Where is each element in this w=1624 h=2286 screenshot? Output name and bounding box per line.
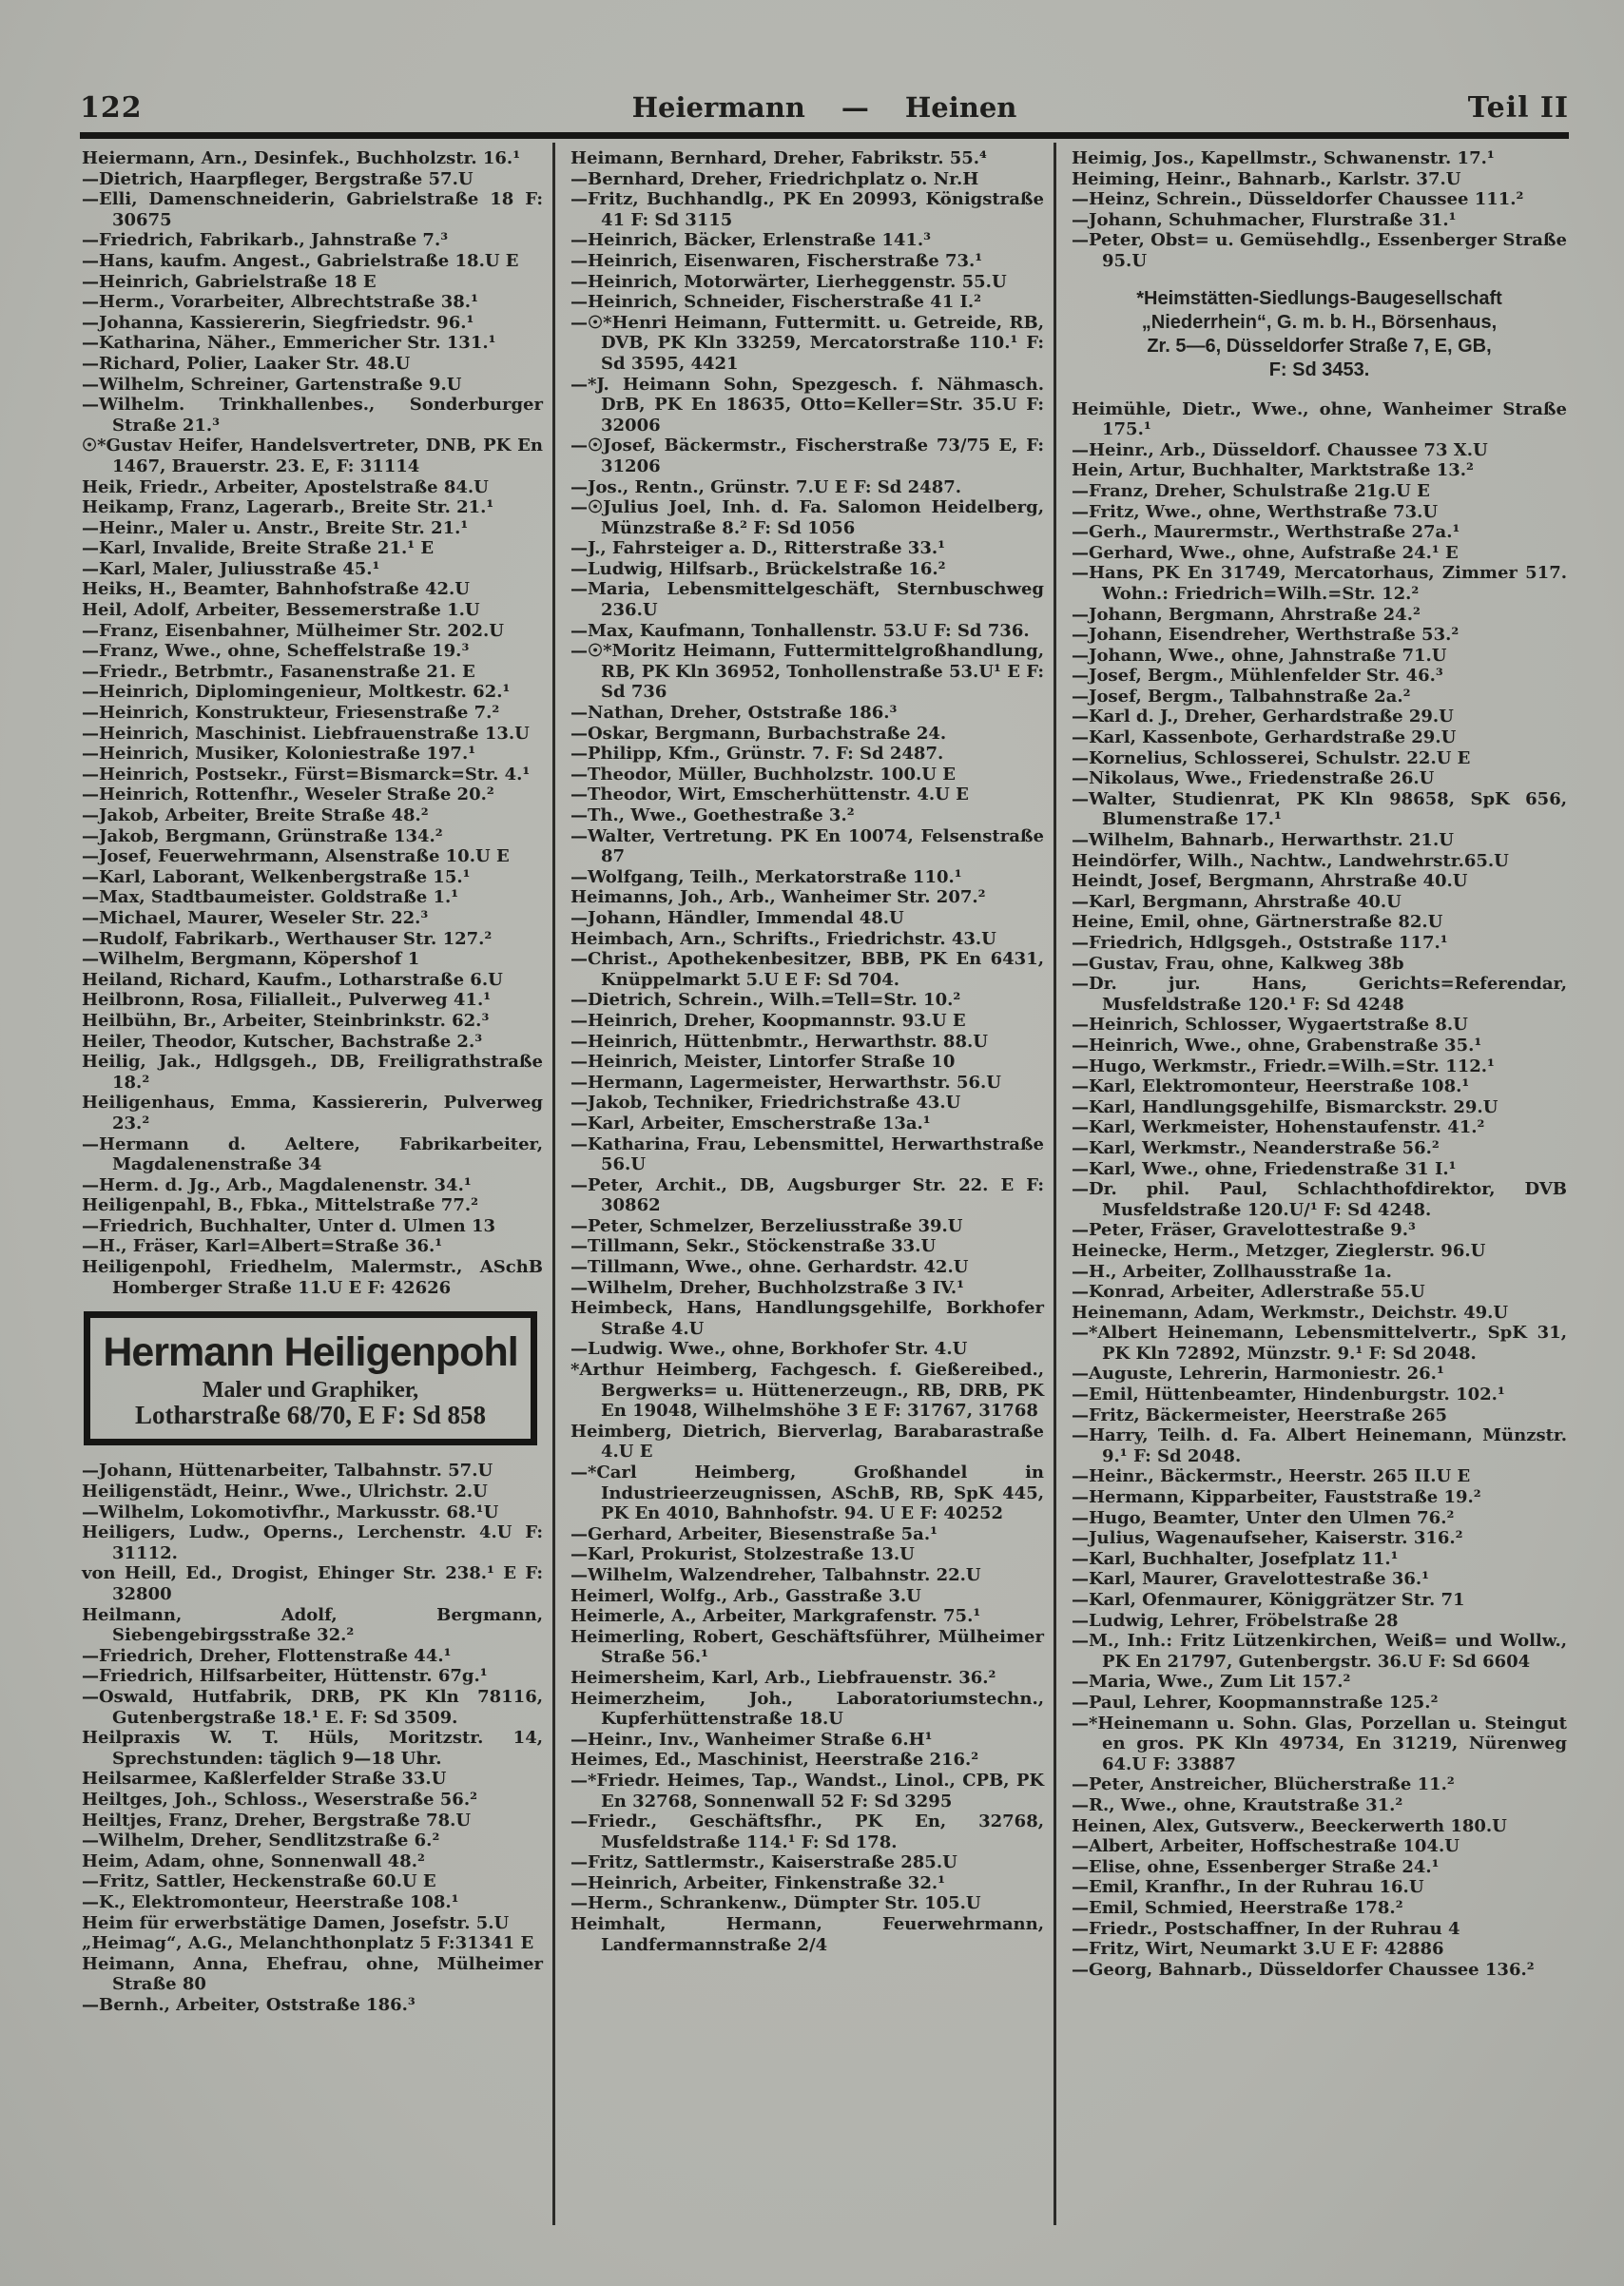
directory-entry: —Tillmann, Wwe., ohne. Gerhardstr. 42.U [570, 1257, 969, 1278]
directory-entry: Heilbühn, Br., Arbeiter, Steinbrinkstr. 62.³ [82, 1010, 490, 1031]
directory-entry: Heimerle, A., Arbeiter, Markgrafenstr. 75.¹ [570, 1606, 981, 1627]
directory-entry: Heimersheim, Karl, Arb., Liebfrauenstr. 36.² [570, 1667, 996, 1688]
directory-entry: —*Friedr. Heimes, Tap., Wandst., Linol., CPB, PK En 32768, Sonnenwall 52 F: Sd 3295 [570, 1770, 1044, 1811]
directory-entry: —Rudolf, Fabrikarb., Werthauser Str. 127.² [82, 928, 493, 949]
directory-entry: —Heinr., Maler u. Anstr., Breite Str. 21.¹ [82, 517, 469, 538]
directory-entry: ☉*Gustav Heifer, Handelsvertreter, DNB, PK En 1467, Brauerstr. 23. E, F: 31114 [82, 436, 543, 476]
directory-entry: —Karl, Werkmstr., Neanderstraße 56.² [1072, 1137, 1440, 1158]
directory-entry: —Hugo, Beamter, Unter den Ulmen 76.² [1072, 1507, 1455, 1528]
directory-entry: Heimberg, Dietrich, Bierverlag, Barabarastraße 4.U E [570, 1421, 1044, 1463]
directory-entry: —Gerhard, Wwe., ohne, Aufstraße 24.¹ E [1072, 542, 1459, 563]
directory-entry: Heilpraxis W. T. Hüls, Moritzstr. 14, Sprechstunden: täglich 9—18 Uhr. [82, 1728, 543, 1769]
directory-entry: —Hugo, Werkmstr., Friedr.=Wilh.=Str. 112.¹ [1072, 1056, 1495, 1076]
directory-entry: —Heinrich, Postsekr., Fürst=Bismarck=Str. 4.¹ [82, 764, 531, 785]
directory-entry: —Heinrich, Konstrukteur, Friesenstraße 7.² [82, 703, 500, 724]
directory-entry: —Theodor, Müller, Buchholzstr. 100.U E [570, 764, 956, 785]
directory-entry: —Peter, Anstreicher, Blücherstraße 11.² [1072, 1774, 1455, 1795]
directory-entry: —Nikolaus, Wwe., Friedenstraße 26.U [1072, 768, 1435, 789]
directory-entry: —Georg, Bahnarb., Düsseldorfer Chaussee 136.² [1072, 1959, 1535, 1980]
directory-entry: —Fritz, Wirt, Neumarkt 3.U E F: 42886 [1072, 1939, 1444, 1960]
directory-entry: —K., Elektromonteur, Heerstraße 108.¹ [82, 1891, 459, 1912]
middle-entries [570, 148, 1044, 1955]
directory-entry: —Franz, Dreher, Schulstraße 21g.U E [1072, 480, 1430, 501]
directory-entry: —Johanna, Kassiererin, Siegfriedstr. 96.¹ [82, 312, 474, 333]
directory-entry: —Michael, Maurer, Weseler Str. 22.³ [82, 907, 429, 928]
directory-entry: —Johann, Händler, Immendal 48.U [570, 907, 904, 928]
directory-entry: —Johann, Hüttenarbeiter, Talbahnstr. 57.U [82, 1461, 493, 1482]
directory-entry: —Katharina, Frau, Lebensmittel, Herwarthstraße 56.U [570, 1133, 1044, 1175]
directory-entry: Heilmann, Adolf, Bergmann, Siebengebirgsstraße 32.² [82, 1604, 543, 1646]
directory-entry: —Heinrich, Motorwärter, Lierheggenstr. 55.U [570, 271, 1007, 292]
directory-entry: —*Carl Heimberg, Großhandel in Industrieerzeugnissen, ASchB, RB, SpK 445, PK En 4010, Bahnhofstr. 94. U E F: 40252 [570, 1463, 1044, 1524]
directory-entry: Heik, Friedr., Arbeiter, Apostelstraße 84.U [82, 476, 489, 497]
directory-entry: —Herm. d. Jg., Arb., Magdalenenstr. 34.¹ [82, 1174, 472, 1195]
page-header [80, 91, 1569, 125]
directory-entry: —Nathan, Dreher, Oststraße 186.³ [570, 703, 898, 724]
directory-entry: —Ludwig. Wwe., ohne, Borkhofer Str. 4.U [570, 1339, 968, 1360]
directory-entry: Heil, Adolf, Arbeiter, Bessemerstraße 1.U [82, 600, 480, 621]
directory-entry: —Karl, Kassenbote, Gerhardstraße 29.U [1072, 727, 1457, 748]
directory-entry: —Gerhard, Arbeiter, Biesenstraße 5a.¹ [570, 1523, 938, 1544]
directory-entry: —Wolfgang, Teilh., Merkatorstraße 110.¹ [570, 866, 962, 887]
directory-entry: —Oskar, Bergmann, Burbachstraße 24. [570, 723, 947, 744]
directory-entry: Heiland, Richard, Kaufm., Lotharstraße 6.U [82, 969, 503, 990]
directory-entry: Heikamp, Franz, Lagerarb., Breite Str. 21.¹ [82, 497, 494, 518]
header-rule [80, 132, 1569, 139]
directory-entry: —Josef, Bergm., Mühlenfelder Str. 46.³ [1072, 666, 1443, 687]
directory-entry: —Heinrich, Diplomingenieur, Moltkestr. 62.¹ [82, 682, 511, 703]
directory-entry: Heimig, Jos., Kapellmstr., Schwanenstr. 17.¹ [1072, 148, 1495, 168]
directory-entry: —Franz, Eisenbahner, Mülheimer Str. 202.U [82, 620, 504, 641]
directory-entry: —Karl, Wwe., ohne, Friedenstraße 31 I.¹ [1072, 1158, 1457, 1179]
directory-entry: —Josef, Bergm., Talbahnstraße 2a.² [1072, 686, 1411, 707]
directory-entry: —Heinr., Bäckermstr., Heerstr. 265 II.U E [1072, 1466, 1471, 1487]
directory-entry: Heimerl, Wolfg., Arb., Gasstraße 3.U [570, 1585, 921, 1606]
directory-entry: —Wilhelm, Lokomotivfhr., Markusstr. 68.¹U [82, 1501, 499, 1522]
right-entries-bottom [1072, 399, 1567, 1981]
directory-entry: —Karl, Handlungsgehilfe, Bismarckstr. 29.U [1072, 1096, 1498, 1117]
directory-entry: —Heinrich, Bäcker, Erlenstraße 141.³ [570, 230, 932, 251]
directory-entry: —Fritz, Buchhandlg., PK En 20993, Königstraße 41 F: Sd 3115 [570, 189, 1044, 230]
directory-entry: —Heinrich, Maschinist. Liebfrauenstraße 13.U [82, 723, 530, 744]
directory-entry: —Johann, Schuhmacher, Flurstraße 31.¹ [1072, 209, 1457, 230]
directory-entry: —Wilhelm, Dreher, Sendlitzstraße 6.² [82, 1831, 440, 1851]
directory-entry: —Fritz, Sattler, Heckenstraße 60.U E [82, 1871, 436, 1892]
directory-entry: —Jakob, Bergmann, Grünstraße 134.² [82, 825, 443, 846]
directory-entry: —Jakob, Techniker, Friedrichstraße 43.U [570, 1093, 961, 1114]
directory-entry: —Friedr., Geschäftsfhr., PK En, 32768, Musfeldstraße 114.¹ F: Sd 178. [570, 1811, 1044, 1852]
directory-entry: —Wilhelm, Bergmann, Köpershof 1 [82, 949, 420, 970]
directory-entry: —Johann, Wwe., ohne, Jahnstraße 71.U [1072, 645, 1447, 666]
directory-entry: —Friedr., Betrbmtr., Fasanenstraße 21. E [82, 661, 475, 682]
directory-entry: —Karl, Maurer, Gravelottestraße 36.¹ [1072, 1569, 1430, 1590]
directory-entry: „Heimag“, A.G., Melanchthonplatz 5 F:31341 E [82, 1933, 534, 1954]
directory-entry: —Fritz, Sattlermstr., Kaiserstraße 285.U [570, 1852, 957, 1873]
directory-entry: —Heinr., Arb., Düsseldorf. Chaussee 73 X.U [1072, 439, 1488, 460]
directory-entry: —Wilhelm, Bahnarb., Herwarthstr. 21.U [1072, 830, 1454, 851]
directory-entry: Heimanns, Joh., Arb., Wanheimer Str. 207.² [570, 887, 986, 908]
directory-entry: —Dr. jur. Hans, Gerichts=Referendar, Musfeldstraße 120.¹ F: Sd 4248 [1072, 974, 1567, 1015]
directory-entry: —Walter, Studienrat, PK Kln 98658, SpK 656, Blumenstraße 17.¹ [1072, 788, 1567, 830]
directory-entry: Heimerling, Robert, Geschäftsführer, Mülheimer Straße 56.¹ [570, 1626, 1044, 1668]
right-entries-top [1072, 148, 1567, 272]
directory-entry: Heimann, Bernhard, Dreher, Fabrikstr. 55.⁴ [570, 148, 987, 168]
directory-entry: —Karl, Arbeiter, Emscherstraße 13a.¹ [570, 1113, 931, 1133]
directory-entry: —Hermann, Kipparbeiter, Fauststraße 19.² [1072, 1487, 1481, 1508]
directory-entry: —Bernhard, Dreher, Friedrichplatz o. Nr.H [570, 168, 979, 189]
directory-entry: Heiks, H., Beamter, Bahnhofstraße 42.U [82, 579, 470, 600]
directory-entry: —Ludwig, Lehrer, Fröbelstraße 28 [1072, 1610, 1399, 1631]
directory-entry: —Heinz, Schrein., Düsseldorfer Chaussee 111.² [1072, 189, 1524, 210]
directory-entry: von Heill, Ed., Drogist, Ehinger Str. 238.¹ E F: 32800 [82, 1563, 543, 1604]
column-middle [552, 143, 1054, 2225]
directory-entry: Heindörfer, Wilh., Nachtw., Landwehrstr.65.U [1072, 850, 1509, 871]
directory-entry: —Karl, Werkmeister, Hohenstaufenstr. 41.² [1072, 1117, 1485, 1138]
directory-entry: —Karl, Laborant, Welkenbergstraße 15.¹ [82, 866, 471, 887]
page-number: 122 [80, 91, 143, 125]
directory-entry: —Franz, Wwe., ohne, Scheffelstraße 19.³ [82, 641, 470, 662]
directory-entry: —M., Inh.: Fritz Lützenkirchen, Weiß= und Wollw., PK En 21797, Gutenbergstr. 36.U F: Sd 6604 [1072, 1631, 1567, 1672]
directory-entry: —Wilhelm, Schreiner, Gartenstraße 9.U [82, 374, 462, 395]
directory-entry: Heilbronn, Rosa, Filialleit., Pulverweg 41.¹ [82, 990, 492, 1011]
directory-entry: Heiming, Heinr., Bahnarb., Karlstr. 37.U [1072, 168, 1461, 189]
directory-entry: —Elli, Damenschneiderin, Gabrielstraße 18 F: 30675 [82, 189, 543, 230]
directory-entry: —Emil, Schmied, Heerstraße 178.² [1072, 1897, 1403, 1918]
directory-entry: —Karl, Buchhalter, Josefplatz 11.¹ [1072, 1548, 1399, 1569]
running-title-last: Heinen [904, 91, 1017, 124]
directory-entry: —Emil, Kranfhr., In der Ruhrau 16.U [1072, 1877, 1424, 1898]
running-title [318, 91, 1331, 124]
directory-entry: —Jos., Rentn., Grünstr. 7.U E F: Sd 2487. [570, 476, 962, 497]
directory-entry: —☉Josef, Bäckermstr., Fischerstraße 73/75 E, F: 31206 [570, 436, 1044, 476]
column-left [80, 143, 552, 2225]
ad-subtitle: Maler und Graphiker, [202, 1378, 419, 1404]
directory-entry: Heiligenstädt, Heinr., Wwe., Ulrichstr. 2.U [82, 1482, 488, 1502]
column-right [1054, 143, 1569, 2225]
directory-entry: —Karl, Maler, Juliusstraße 45.¹ [82, 558, 380, 579]
directory-entry: —Katharina, Näher., Emmericher Str. 131.¹ [82, 333, 496, 354]
directory-entry: —Wilhelm, Walzendreher, Talbahnstr. 22.U [570, 1564, 981, 1585]
directory-entry: —*Albert Heinemann, Lebensmittelvertr., SpK 31, PK Kln 72892, Münzstr. 9.¹ F: Sd 2048. [1072, 1323, 1567, 1364]
directory-entry: —*J. Heimann Sohn, Spezgesch. f. Nähmasch. DrB, PK En 18635, Otto=Keller=Str. 35.U F: 32006 [570, 374, 1044, 436]
directory-entry: Heindt, Josef, Bergmann, Ahrstraße 40.U [1072, 871, 1468, 892]
directory-entry: Heiligenpohl, Friedhelm, Malermstr., ASchB Homberger Straße 11.U E F: 42626 [82, 1257, 543, 1298]
ad-title: Hermann Heiligenpohl [103, 1329, 518, 1376]
company-block-line: „Niederrhein“, G. m. b. H., Börsenhaus, [1141, 311, 1498, 333]
directory-entry: Heiltjes, Franz, Dreher, Bergstraße 78.U [82, 1810, 472, 1831]
advertisement-box [84, 1311, 537, 1445]
directory-entry: Heilsarmee, Kaßlerfelder Straße 33.U [82, 1769, 447, 1790]
directory-entry: —H., Arbeiter, Zollhausstraße 1a. [1072, 1261, 1392, 1282]
directory-entry: —Heinrich, Dreher, Koopmannstr. 93.U E [570, 1010, 966, 1031]
running-title-separator: — [841, 91, 869, 124]
directory-entry: —Heinrich, Meister, Lintorfer Straße 10 [570, 1052, 956, 1073]
directory-entry: —Albert, Arbeiter, Hoffschestraße 104.U [1072, 1836, 1460, 1857]
directory-entry: —Max, Stadtbaumeister. Goldstraße 1.¹ [82, 887, 459, 908]
directory-entry: —Heinrich, Rottenfhr., Weseler Straße 20.² [82, 785, 494, 805]
directory-entry: —☉*Henri Heimann, Futtermitt. u. Getreide, RB, DVB, PK Kln 33259, Mercatorstraße 110.¹ F: Sd 3595, 4421 [570, 312, 1044, 374]
directory-entry: Heimhalt, Hermann, Feuerwehrmann, Landfermannstraße 2/4 [570, 1914, 1044, 1955]
directory-entry: Heimes, Ed., Maschinist, Heerstraße 216.² [570, 1750, 979, 1771]
directory-entry: —Karl, Elektromonteur, Heerstraße 108.¹ [1072, 1076, 1470, 1097]
directory-entry: —Heinrich, Eisenwaren, Fischerstraße 73.¹ [570, 250, 983, 271]
directory-entry: Hein, Artur, Buchhalter, Marktstraße 13.² [1072, 460, 1474, 481]
directory-entry: —Heinrich, Wwe., ohne, Grabenstraße 35.¹ [1072, 1035, 1482, 1056]
directory-entry: —H., Fräser, Karl=Albert=Straße 36.¹ [82, 1236, 443, 1257]
directory-entry: —J., Fahrsteiger a. D., Ritterstraße 33.¹ [570, 538, 945, 559]
running-title-first: Heiermann [631, 91, 805, 124]
directory-entry: —Friedr., Postschaffner, In der Ruhrau 4 [1072, 1918, 1460, 1939]
company-block-line: Zr. 5—6, Düsseldorfer Straße 7, E, GB, [1147, 335, 1492, 357]
directory-entry: —Richard, Polier, Laaker Str. 48.U [82, 353, 411, 374]
directory-entry: —Wilhelm, Dreher, Buchholzstraße 3 IV.¹ [570, 1277, 964, 1298]
directory-entry: Heinen, Alex, Gutsverw., Beeckerwerth 180.U [1072, 1815, 1507, 1836]
directory-entry: —Heinrich, Arbeiter, Finkenstraße 32.¹ [570, 1872, 945, 1893]
directory-entry: —Harry, Teilh. d. Fa. Albert Heinemann, Münzstr. 9.¹ F: Sd 2048. [1072, 1425, 1567, 1466]
directory-entry: —Heinrich, Schlosser, Wygaertstraße 8.U [1072, 1015, 1468, 1036]
directory-entry: —Theodor, Wirt, Emscherhüttenstr. 4.U E [570, 785, 969, 805]
ad-address: Lotharstraße 68/70, E F: Sd 858 [134, 1400, 486, 1429]
company-highlight-block [1072, 287, 1567, 382]
directory-entry: Heiligers, Ludw., Operns., Lerchenstr. 4.U F: 31112. [82, 1522, 543, 1563]
directory-entry: —*Heinemann u. Sohn. Glas, Porzellan u. Steingut en gros. PK Kln 49734, En 31219, Nürenweg 64.U F: 33887 [1072, 1713, 1567, 1774]
directory-entry: Heine, Emil, ohne, Gärtnerstraße 82.U [1072, 912, 1443, 933]
directory-entry: —Kornelius, Schlosserei, Schulstr. 22.U E [1072, 747, 1471, 768]
directory-entry: —Heinr., Inv., Wanheimer Straße 6.H¹ [570, 1729, 933, 1750]
directory-entry: Heilig, Jak., Hdlgsgeh., DB, Freiligrathstraße 18.² [82, 1052, 543, 1093]
directory-entry: —Karl, Bergmann, Ahrstraße 40.U [1072, 891, 1402, 912]
directory-entry: —Julius, Wagenaufseher, Kaiserstr. 316.² [1072, 1528, 1463, 1549]
directory-entry: —Josef, Feuerwehrmann, Alsenstraße 10.U E [82, 846, 510, 867]
directory-entry: —Philipp, Kfm., Grünstr. 7. F: Sd 2487. [570, 744, 944, 765]
directory-entry: —Konrad, Arbeiter, Adlerstraße 55.U [1072, 1282, 1425, 1303]
directory-entry: —Heinrich, Musiker, Koloniestraße 197.¹ [82, 744, 476, 765]
directory-entry: —Friedrich, Hilfsarbeiter, Hüttenstr. 67g.¹ [82, 1666, 488, 1687]
directory-entry: Heiler, Theodor, Kutscher, Bachstraße 2.³ [82, 1031, 483, 1052]
directory-entry: Heiligenpahl, B., Fbka., Mittelstraße 77.² [82, 1195, 478, 1216]
directory-entry: Heim, Adam, ohne, Sonnenwall 48.² [82, 1850, 425, 1871]
left-entries-bottom [82, 1461, 543, 2015]
directory-entry: —Oswald, Hutfabrik, DRB, PK Kln 78116, Gutenbergstraße 18.¹ E. F: Sd 3509. [82, 1686, 543, 1728]
directory-entry: —Max, Kaufmann, Tonhallenstr. 53.U F: Sd 736. [570, 620, 1030, 641]
directory-entry: Heimbeck, Hans, Handlungsgehilfe, Borkhofer Straße 4.U [570, 1298, 1044, 1339]
directory-entry: —Fritz, Wwe., ohne, Werthstraße 73.U [1072, 501, 1439, 522]
directory-entry: —Peter, Obst= u. Gemüsehdlg., Essenberger Straße 95.U [1072, 230, 1567, 271]
directory-entry: Heimerzheim, Joh., Laboratoriumstechn., Kupferhüttenstraße 18.U [570, 1688, 1044, 1730]
directory-entry: —Tillmann, Sekr., Stöckenstraße 33.U [570, 1236, 937, 1257]
company-block-line: F: Sd 3453. [1268, 358, 1370, 380]
directory-entry: *Arthur Heimberg, Fachgesch. f. Gießereibed., Bergwerks= u. Hüttenerzeugn., RB, DRB, PK En 19048, Wilhelmshöhe 3 E F: 31767, 31768 [570, 1360, 1044, 1422]
directory-entry: —Herm., Schrankenw., Dümpter Str. 105.U [570, 1893, 981, 1914]
directory-entry: —Peter, Schmelzer, Berzeliusstraße 39.U [570, 1215, 963, 1236]
directory-entry: —Friedrich, Hdlgsgeh., Oststraße 117.¹ [1072, 933, 1448, 953]
directory-entry: Heimbach, Arn., Schrifts., Friedrichstr. 43.U [570, 928, 996, 949]
directory-entry: —Paul, Lehrer, Koopmannstraße 125.² [1072, 1692, 1439, 1713]
directory-entry: —Jakob, Arbeiter, Breite Straße 48.² [82, 805, 429, 825]
directory-entry: Heiltges, Joh., Schloss., Weserstraße 56.² [82, 1789, 477, 1810]
left-entries-top [82, 148, 543, 1298]
directory-entry: —Gustav, Frau, ohne, Kalkweg 38b [1072, 953, 1404, 974]
directory-entry: —Karl, Ofenmaurer, Königgrätzer Str. 71 [1072, 1590, 1465, 1610]
directory-entry: —Gerh., Maurermstr., Werthstraße 27a.¹ [1072, 522, 1460, 543]
directory-entry: —Heinrich, Hüttenbmtr., Herwarthstr. 88.U [570, 1031, 988, 1052]
directory-entry: —Dietrich, Schrein., Wilh.=Tell=Str. 10.² [570, 990, 961, 1011]
directory-entry: —Walter, Vertretung. PK En 10074, Felsenstraße 87 [570, 825, 1044, 867]
directory-entry: —Peter, Archit., DB, Augsburger Str. 22. E F: 30862 [570, 1174, 1044, 1216]
directory-entry: —Hermann, Lagermeister, Herwarthstr. 56.U [570, 1072, 1001, 1093]
directory-entry: —Johann, Eisendreher, Werthstraße 53.² [1072, 625, 1460, 646]
directory-entry: Heiligenhaus, Emma, Kassiererin, Pulverweg 23.² [82, 1093, 543, 1133]
directory-entry: —Christ., Apothekenbesitzer, BBB, PK En 6431, Knüppelmarkt 5.U E F: Sd 704. [570, 949, 1044, 990]
directory-entry: —Auguste, Lehrerin, Harmoniestr. 26.¹ [1072, 1364, 1444, 1385]
directory-entry: —Karl, Invalide, Breite Straße 21.¹ E [82, 538, 435, 559]
directory-entry: —☉Julius Joel, Inh. d. Fa. Salomon Heidelberg, Münzstraße 8.² F: Sd 1056 [570, 497, 1044, 538]
directory-entry: —Dietrich, Haarpfleger, Bergstraße 57.U [82, 168, 474, 189]
directory-entry: —Johann, Bergmann, Ahrstraße 24.² [1072, 604, 1421, 625]
part-label: Teil II [1467, 91, 1569, 125]
directory-entry: —Hans, PK En 31749, Mercatorhaus, Zimmer 517. Wohn.: Friedrich=Wilh.=Str. 12.² [1072, 563, 1567, 604]
directory-entry: —Friedrich, Dreher, Flottenstraße 44.¹ [82, 1645, 452, 1666]
directory-entry: —Friedrich, Buchhalter, Unter d. Ulmen 13 [82, 1215, 495, 1236]
directory-entry: —Friedrich, Fabrikarb., Jahnstraße 7.³ [82, 230, 449, 251]
directory-entry: —Hermann d. Aeltere, Fabrikarbeiter, Magdalenenstraße 34 [82, 1133, 543, 1175]
directory-entry: —R., Wwe., ohne, Krautstraße 31.² [1072, 1794, 1403, 1815]
directory-entry: —Fritz, Bäckermeister, Heerstraße 265 [1072, 1405, 1447, 1425]
column-layout [80, 143, 1569, 2225]
company-block-line: *Heimstätten-Siedlungs-Baugesellschaft [1136, 287, 1502, 309]
directory-entry: —Maria, Wwe., Zum Lit 157.² [1072, 1672, 1351, 1693]
directory-entry: —Dr. phil. Paul, Schlachthofdirektor, DVB Musfeldstraße 120.U/¹ F: Sd 4248. [1072, 1179, 1567, 1220]
directory-entry: Heimann, Anna, Ehefrau, ohne, Mülheimer Straße 80 [82, 1953, 543, 1995]
directory-entry: Heinemann, Adam, Werkmstr., Deichstr. 49.U [1072, 1302, 1509, 1323]
directory-entry: —Heinrich, Schneider, Fischerstraße 41 I.² [570, 292, 982, 313]
directory-entry: —Emil, Hüttenbeamter, Hindenburgstr. 102.¹ [1072, 1385, 1505, 1405]
directory-entry: —☉*Moritz Heimann, Futtermittelgroßhandlung, RB, PK Kln 36952, Tonhollenstraße 53.U¹ E F: Sd 736 [570, 641, 1044, 703]
directory-entry: Heinecke, Herm., Metzger, Zieglerstr. 96.U [1072, 1240, 1486, 1261]
directory-entry: —Heinrich, Gabrielstraße 18 E [82, 271, 377, 292]
directory-entry: Heim für erwerbstätige Damen, Josefstr. 5.U [82, 1912, 510, 1933]
directory-entry: —Maria, Lebensmittelgeschäft, Sternbuschweg 236.U [570, 579, 1044, 621]
directory-entry: —Hans, kaufm. Angest., Gabrielstraße 18.U E [82, 250, 519, 271]
directory-entry: —Karl, Prokurist, Stolzestraße 13.U [570, 1544, 915, 1565]
directory-entry: —Peter, Fräser, Gravelottestraße 9.³ [1072, 1220, 1416, 1241]
directory-entry: —Karl d. J., Dreher, Gerhardstraße 29.U [1072, 707, 1454, 727]
directory-entry: Heimühle, Dietr., Wwe., ohne, Wanheimer Straße 175.¹ [1072, 398, 1567, 440]
directory-entry: —Bernh., Arbeiter, Oststraße 186.³ [82, 1994, 416, 2015]
directory-entry: —Herm., Vorarbeiter, Albrechtstraße 38.¹ [82, 292, 478, 313]
directory-entry: Heiermann, Arn., Desinfek., Buchholzstr. 16.¹ [82, 148, 521, 168]
directory-entry: —Ludwig, Hilfsarb., Brückelstraße 16.² [570, 558, 946, 579]
directory-entry: —Th., Wwe., Goethestraße 3.² [570, 805, 855, 825]
directory-entry: —Wilhelm. Trinkhallenbes., Sonderburger Straße 21.³ [82, 395, 543, 436]
directory-entry: —Elise, ohne, Essenberger Straße 24.¹ [1072, 1856, 1440, 1877]
